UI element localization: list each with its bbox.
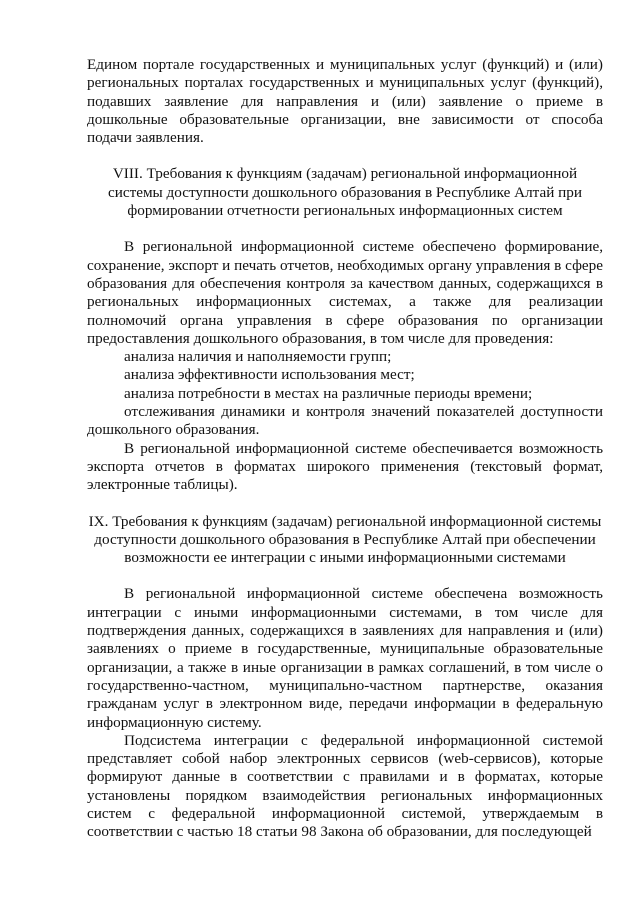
section-8-paragraph-2: В региональной информационной системе обеспечивается возможность экспорта отчетов в форматах широкого применения (текстовый формат, электронные таблицы).	[87, 439, 603, 494]
list-item: анализа наличия и наполняемости групп;	[124, 348, 392, 366]
section-9-heading: IX. Требования к функциям (задачам) региональной информационной системы доступности дошкольного образования в Республике Алтай при обеспечении возможности ее интеграции с иными информационными системами	[88, 512, 602, 567]
section-9-paragraph-2: Подсистема интеграции с федеральной информационной системой представляет собой набор электронных сервисов (web-сервисов), которые формируют данные в соответствии с правилами и в форматах, которые установлены порядком взаимодействия региональных информационных систем с федеральной информационной системой, утверждаемым в соответствии с частью 18 статьи 98 Закона об образовании, для последующей	[87, 731, 603, 841]
intro-paragraph: Едином портале государственных и муниципальных услуг (функций) и (или) региональных порталах государственных и муниципальных услуг (функций), подавших заявление для направления и (или) заявление о приеме в дошкольные образовательные организации, вне зависимости от способа подачи заявления.	[87, 56, 603, 147]
spacer	[87, 220, 603, 238]
spacer	[87, 567, 603, 585]
document-page	[87, 56, 603, 842]
list-item: анализа эффективности использования мест;	[124, 366, 415, 384]
section-8-paragraph-1: В региональной информационной системе обеспечено формирование, сохранение, экспорт и печать отчетов, необходимых органу управления в сфере образования для обеспечения контроля за качеством данных, содержащихся в региональных информационных системах, а также для реализации полномочий органа управления в сфере образования по организации предоставления дошкольного образования, в том числе для проведения:	[87, 238, 603, 347]
list-item: отслеживания динамики и контроля значений показателей доступности дошкольного образования.	[87, 403, 603, 439]
spacer	[87, 495, 603, 513]
section-8-heading: VIII. Требования к функциям (задачам) региональной информационной системы доступности дошкольного образования в Республике Алтай при формировании отчетности региональных информационных систем	[107, 165, 583, 220]
section-9-paragraph-1: В региональной информационной системе обеспечена возможность интеграции с иными информационными системами, в том числе для подтверждения данных, содержащихся в заявлениях для направления и (или) заявлениях о приеме в государственные, муниципальные образовательные организации, а также в иные организации в рамках соглашений, в том числе о государственно-частном, муниципально-частном партнерстве, оказания гражданам услуг в электронном виде, передачи информации в федеральную информационную систему.	[87, 585, 603, 731]
spacer	[87, 147, 603, 165]
list-item: анализа потребности в местах на различные периоды времени;	[124, 384, 533, 402]
